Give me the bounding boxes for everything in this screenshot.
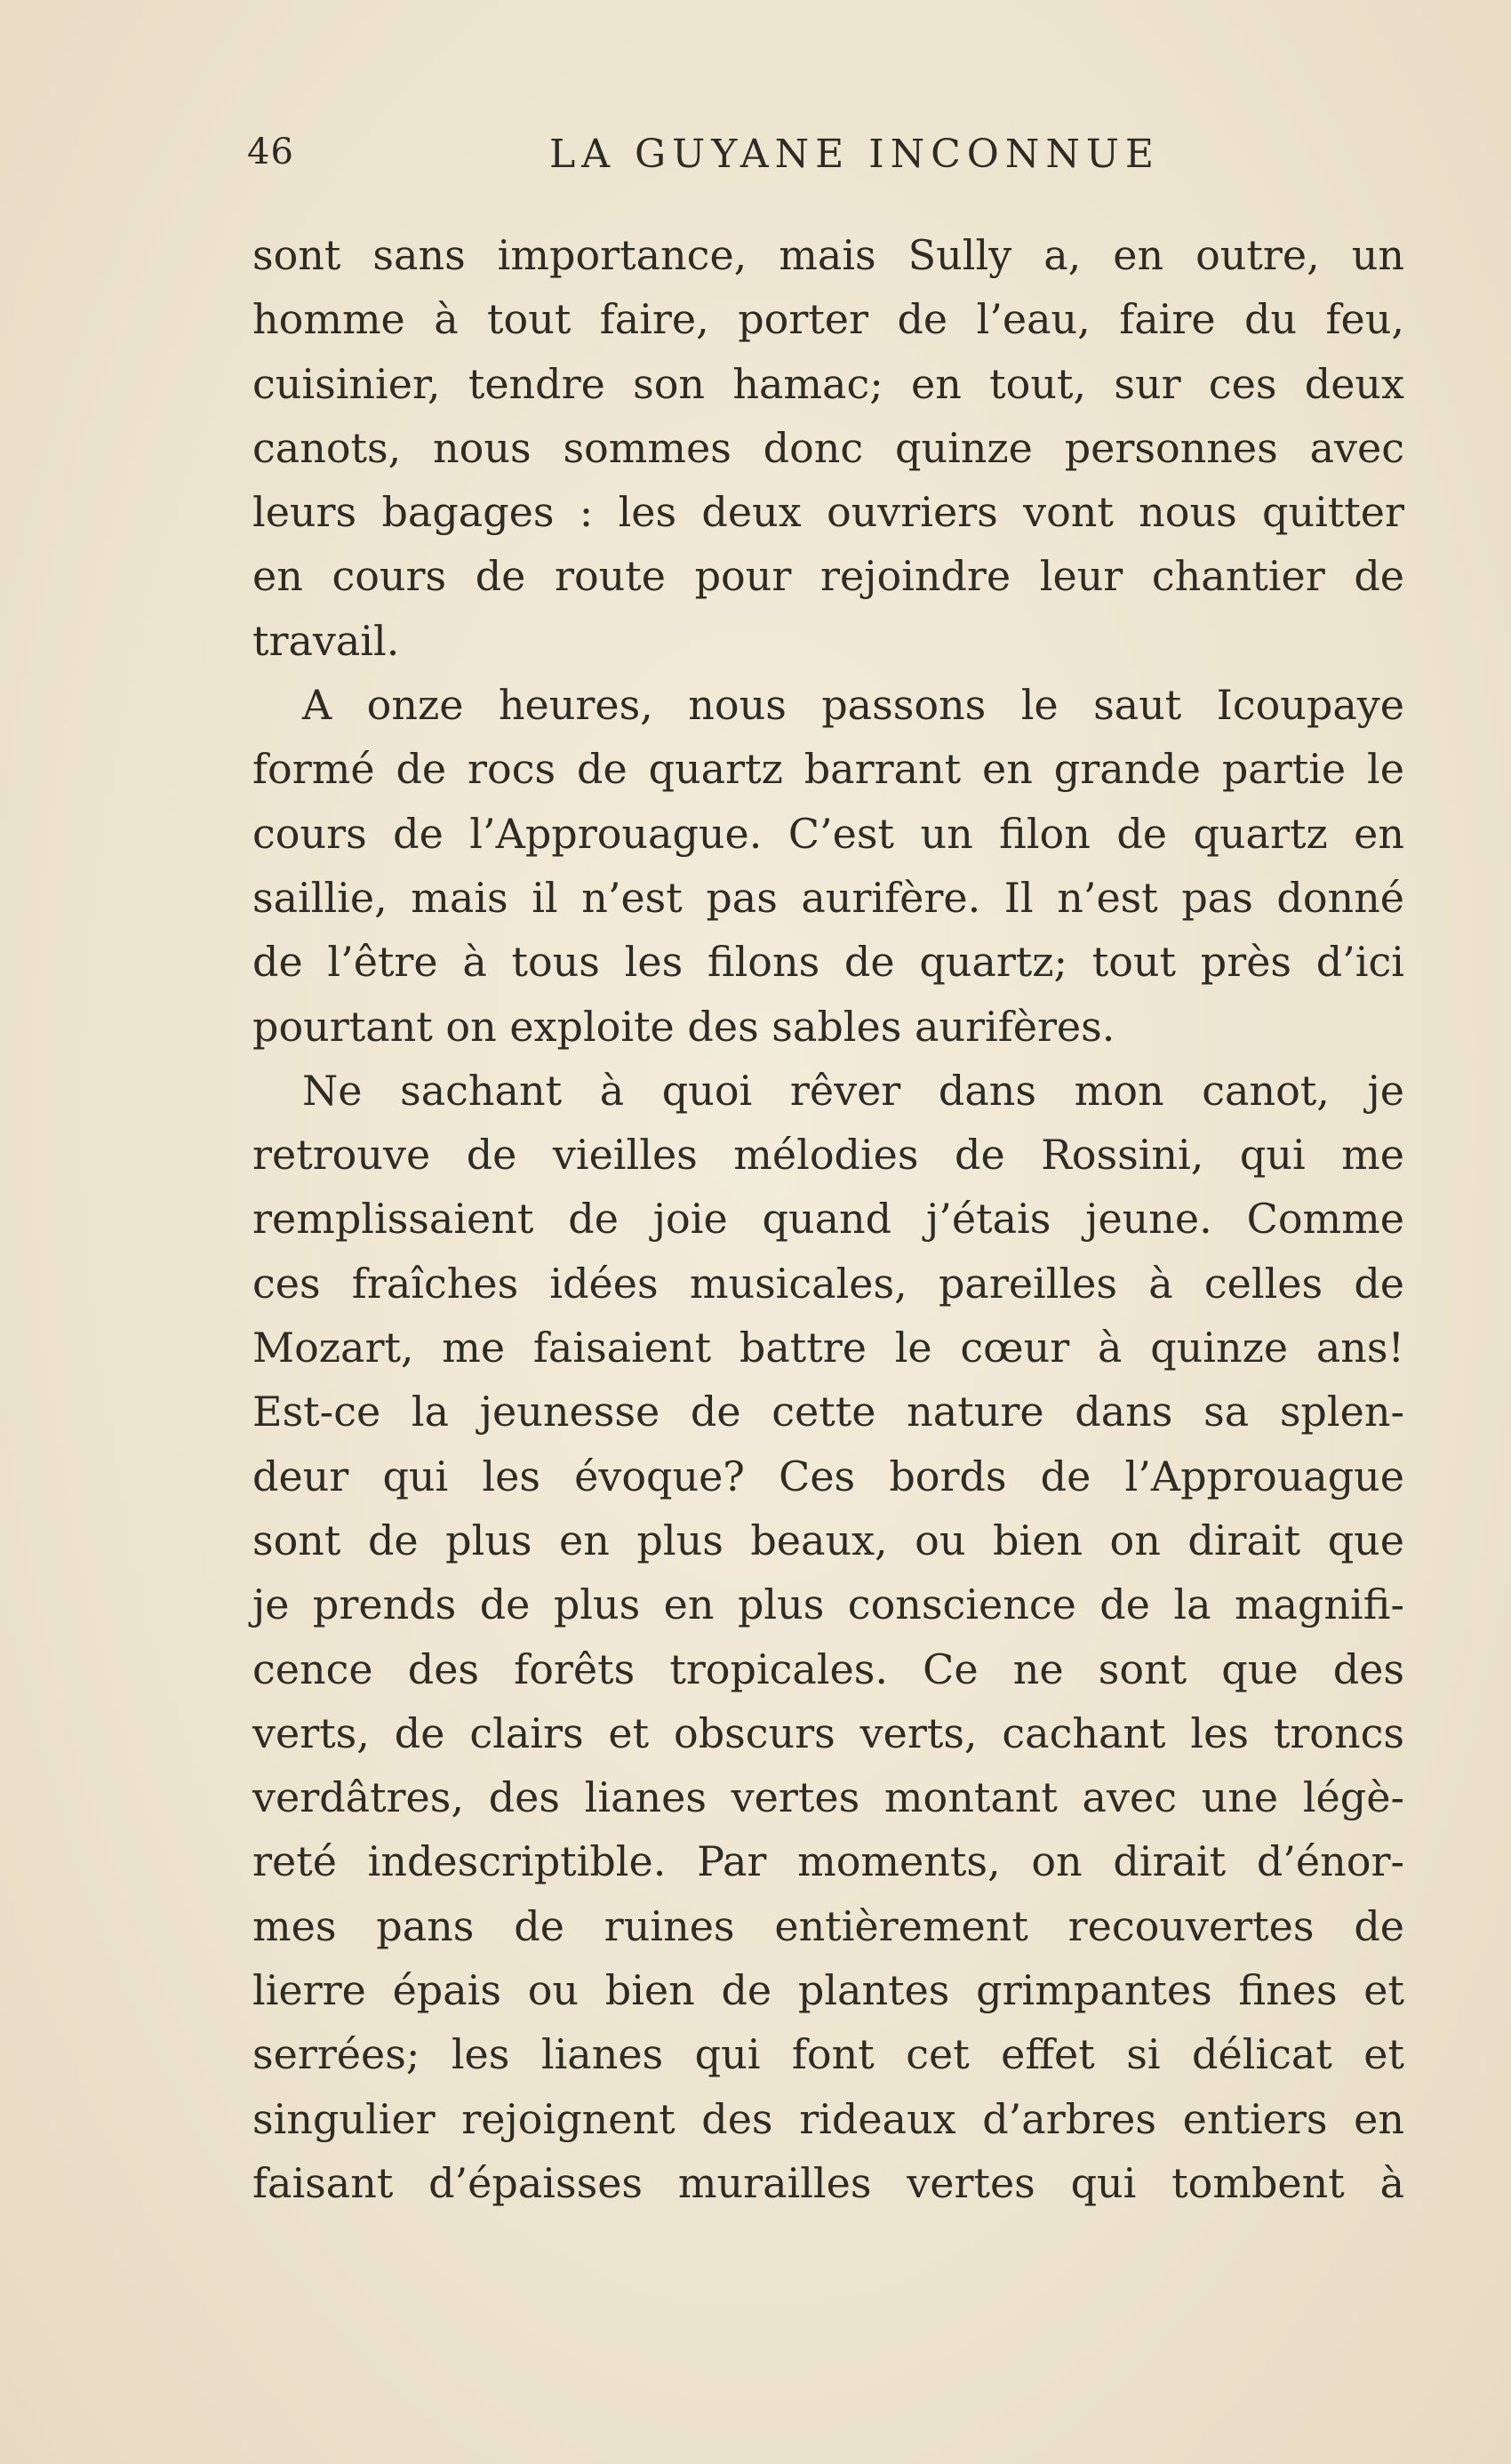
text-line: ces fraîches idées musicales, pareilles à celles de — [252, 1259, 1404, 1308]
text-line: faisant d’épaisses murailles vertes qui tombent à — [252, 2158, 1404, 2207]
text-line: sont de plus en plus beaux, ou bien on dirait que — [252, 1516, 1404, 1564]
text-line: canots, nous sommes donc quinze personnes avec — [252, 423, 1404, 472]
text-body — [252, 223, 1404, 2215]
text-line: remplissaient de joie quand j’étais jeune. Comme — [252, 1195, 1404, 1244]
text-line: serrées; les lianes qui font cet effet si délicat et — [252, 2030, 1404, 2079]
page-number: 46 — [247, 132, 294, 172]
text-line: verts, de clairs et obscurs verts, cachant les troncs — [252, 1708, 1404, 1757]
text-line: de l’être à tous les filons de quartz; tout près d’ici — [252, 938, 1404, 987]
text-line: Est-ce la jeunesse de cette nature dans sa splen- — [252, 1388, 1404, 1436]
text-line: lierre épais ou bien de plantes grimpantes fines et — [252, 1966, 1404, 2015]
text-line: reté indescriptible. Par moments, on dirait d’énor- — [252, 1837, 1404, 1886]
text-line: cence des forêts tropicales. Ce ne sont que des — [252, 1644, 1404, 1693]
text-line: formé de rocs de quartz barrant en grande partie le — [252, 745, 1404, 794]
text-line: saillie, mais il n’est pas aurifère. Il n’est pas donné — [252, 873, 1404, 922]
text-line: en cours de route pour rejoindre leur chantier de — [252, 552, 1404, 601]
text-line: mes pans de ruines entièrement recouvertes de — [252, 1901, 1404, 1950]
text-line: verdâtres, des lianes vertes montant avec une légè- — [252, 1773, 1404, 1822]
text-line: singulier rejoignent des rideaux d’arbres entiers en — [252, 2094, 1404, 2143]
text-line: homme à tout faire, porter de l’eau, faire du feu, — [252, 295, 1404, 344]
text-line: Mozart, me faisaient battre le cœur à quinze ans! — [252, 1324, 1404, 1372]
text-line: je prends de plus en plus conscience de la magnifi- — [252, 1580, 1404, 1629]
page-header — [247, 132, 1403, 185]
text-line: A onze heures, nous passons le saut Icoupaye — [302, 681, 1404, 730]
text-line: sont sans importance, mais Sully a, en outre, un — [252, 231, 1404, 279]
text-line: travail. — [252, 616, 400, 665]
text-line: cours de l’Approuague. C’est un filon de quartz en — [252, 809, 1404, 858]
running-title: LA GUYANE INCONNUE — [549, 132, 1161, 177]
text-line: leurs bagages : les deux ouvriers vont nous quitter — [252, 488, 1404, 537]
text-line: retrouve de vieilles mélodies de Rossini, qui me — [252, 1131, 1404, 1180]
text-line: cuisinier, tendre son hamac; en tout, sur ces deux — [252, 359, 1404, 408]
text-line: deur qui les évoque? Ces bords de l’Approuague — [252, 1452, 1404, 1500]
text-line: Ne sachant à quoi rêver dans mon canot, je — [302, 1066, 1404, 1115]
text-line: pourtant on exploite des sables aurifères. — [252, 1002, 1115, 1051]
